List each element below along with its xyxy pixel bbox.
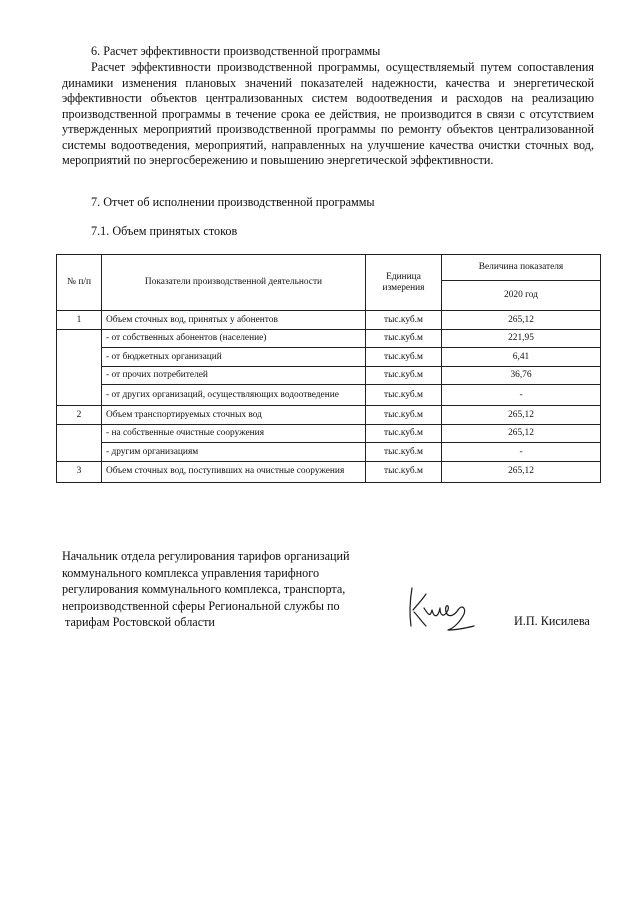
row-unit: тыс.куб.м (366, 348, 442, 367)
row-num-empty (57, 424, 102, 461)
row-value: 265,12 (442, 461, 601, 482)
row-value: - (442, 385, 601, 406)
row-indicator: - от бюджетных организаций (102, 348, 366, 367)
volume-table (56, 254, 601, 483)
row-unit: тыс.куб.м (366, 406, 442, 425)
signatory-position: Начальник отдела регулирования тарифов организаций коммунального комплекса управления тарифного регулирования коммунального комплекса, транспорта, непроизводственной сферы Региональной службы по тарифам Ростовской области (62, 549, 350, 630)
table-row (57, 329, 601, 348)
row-unit: тыс.куб.м (366, 443, 442, 462)
row-indicator: - от собственных абонентов (население) (102, 329, 366, 348)
row-indicator: - на собственные очистные сооружения (102, 424, 366, 443)
row-indicator: Объем транспортируемых сточных вод (102, 406, 366, 425)
row-value: 36,76 (442, 366, 601, 385)
row-unit: тыс.куб.м (366, 385, 442, 406)
table-row (57, 443, 601, 462)
row-unit: тыс.куб.м (366, 329, 442, 348)
table-row (57, 311, 601, 330)
row-value: 221,95 (442, 329, 601, 348)
table-row (57, 385, 601, 406)
row-indicator: - от других организаций, осуществляющих водоотведение (102, 385, 366, 406)
row-value: 265,12 (442, 406, 601, 425)
row-unit: тыс.куб.м (366, 461, 442, 482)
table-row (57, 461, 601, 482)
row-num: 3 (57, 461, 102, 482)
header-indicator: Показатели производственной деятельности (102, 255, 366, 311)
row-unit: тыс.куб.м (366, 424, 442, 443)
table-row (57, 406, 601, 425)
header-num: № п/п (57, 255, 102, 311)
section-6-body: Расчет эффективности производственной программы, осуществляемый путем сопоставления динамики изменения плановых значений показателей надежности, качества и энергетической эффективности объектов централизованных систем водоотведения и расходов на реализацию производственной программы в течение срока ее действия, не производится в связи с отсутствием утвержденных мероприятий производственной программы по ремонту объектов централизованной системы водоотведения, мероприятий, направленных на улучшение качества очистки сточных вод, мероприятий по энергосбережению и повышению энергетической эффективности. (62, 60, 594, 167)
row-unit: тыс.куб.м (366, 366, 442, 385)
row-value: 6,41 (442, 348, 601, 367)
row-indicator: - от прочих потребителей (102, 366, 366, 385)
row-num: 2 (57, 406, 102, 425)
row-value: 265,12 (442, 311, 601, 330)
row-indicator: - другим организациям (102, 443, 366, 462)
row-indicator: Объем сточных вод, поступивших на очистные сооружения (102, 461, 366, 482)
handwritten-signature (404, 582, 476, 632)
section-6-title: 6. Расчет эффективности производственной программы (91, 44, 381, 58)
row-unit: тыс.куб.м (366, 311, 442, 330)
row-num: 1 (57, 311, 102, 330)
signatory-name: И.П. Кисилева (514, 614, 590, 628)
section-7-title: 7. Отчет об исполнении производственной программы (91, 195, 375, 209)
header-value-group: Величина показателя (442, 255, 601, 281)
table-row (57, 348, 601, 367)
header-year: 2020 год (442, 281, 601, 311)
table-row (57, 366, 601, 385)
row-value: 265,12 (442, 424, 601, 443)
section-7-1-title: 7.1. Объем принятых стоков (91, 224, 238, 238)
row-value: - (442, 443, 601, 462)
table-row (57, 424, 601, 443)
row-indicator: Объем сточных вод, принятых у абонентов (102, 311, 366, 330)
row-num-empty (57, 329, 102, 406)
header-unit: Единица измерения (366, 255, 442, 311)
